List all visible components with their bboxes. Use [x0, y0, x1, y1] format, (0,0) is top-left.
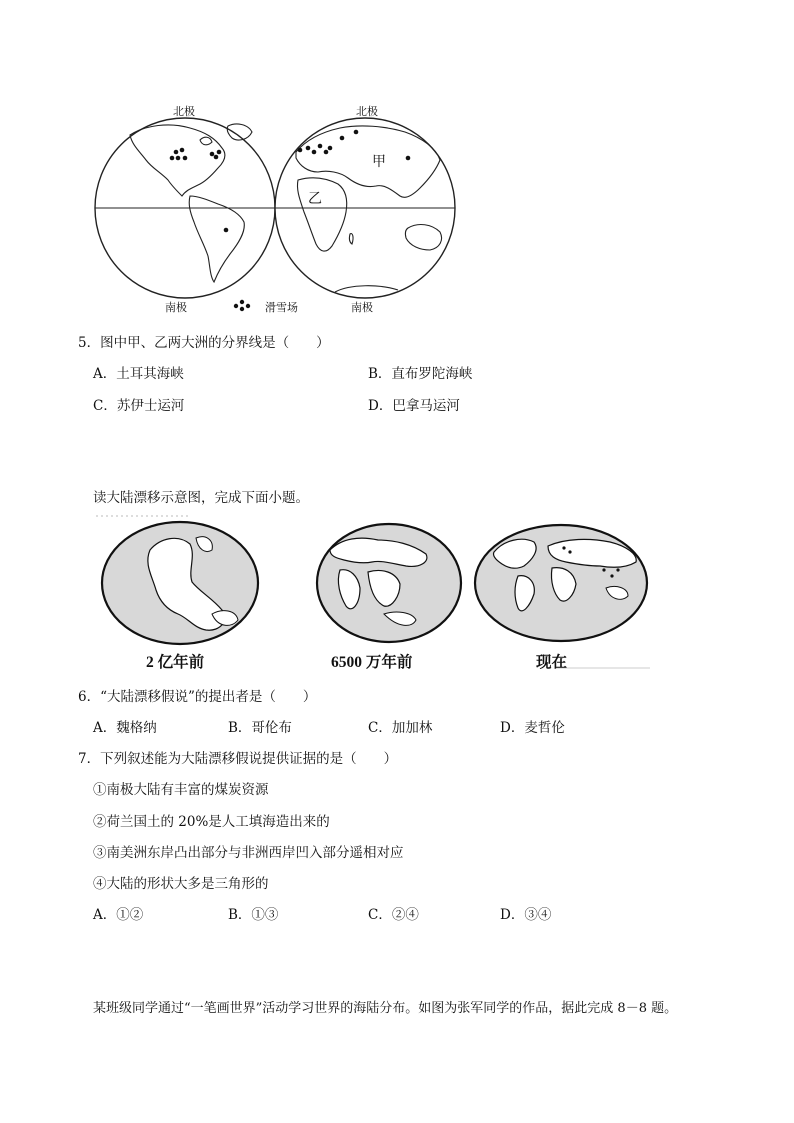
q7-stem: 7．下列叙述能为大陆漂移假说提供证据的是（ ） [78, 751, 398, 767]
q6-option-c[interactable]: C．加加林 [368, 720, 433, 736]
continent-label-yi: 乙 [308, 191, 322, 207]
q7-option-d[interactable]: D．③④ [500, 907, 552, 923]
q7-statement-4: ④大陆的形状大多是三角形的 [93, 876, 269, 892]
q5-stem: 5．图中甲、乙两大洲的分界线是（ ） [78, 335, 330, 351]
q6-stem: 6．“大陆漂移假说”的提出者是（ ） [78, 689, 317, 705]
north-pole-label-right: 北极 [356, 105, 378, 118]
drift-caption-65m: 6500 万年前 [331, 654, 413, 671]
q6-option-d[interactable]: D．麦哲伦 [500, 720, 565, 736]
q7-option-c[interactable]: C．②④ [368, 907, 419, 923]
q5-option-c[interactable]: C．苏伊士运河 [93, 398, 185, 414]
q7-statement-1: ①南极大陆有丰富的煤炭资源 [93, 782, 269, 798]
drift-caption-now: 现在 [536, 654, 568, 671]
q5-option-d[interactable]: D．巴拿马运河 [368, 398, 460, 414]
map-legend-ski: 滑雪场 [265, 301, 298, 314]
continent-label-jia: 甲 [372, 154, 386, 170]
drift-caption-200m: 2 亿年前 [146, 654, 205, 671]
q7-option-b[interactable]: B．①③ [228, 907, 279, 923]
q7-statement-2: ②荷兰国土的 20%是人工填海造出来的 [93, 814, 330, 830]
q6-option-b[interactable]: B．哥伦布 [228, 720, 292, 736]
north-pole-label-left: 北极 [173, 105, 195, 118]
q7-option-a[interactable]: A．①② [93, 907, 144, 923]
q5-option-a[interactable]: A．土耳其海峡 [93, 366, 184, 382]
south-pole-label-right: 南极 [351, 301, 373, 314]
south-pole-label-left: 南极 [165, 301, 187, 314]
q7-statement-3: ③南美洲东岸凸出部分与非洲西岸凹入部分遥相对应 [93, 845, 404, 861]
section-intro-drift: 读大陆漂移示意图，完成下面小题。 [93, 490, 309, 506]
q6-option-a[interactable]: A．魏格纳 [93, 720, 157, 736]
hemisphere-map [0, 0, 794, 320]
q5-option-b[interactable]: B．直布罗陀海峡 [368, 366, 473, 382]
section-intro-one-stroke-world: 某班级同学通过“一笔画世界”活动学习世界的海陆分布。如图为张军同学的作品，据此完成 8－8 题。 [93, 1001, 678, 1016]
